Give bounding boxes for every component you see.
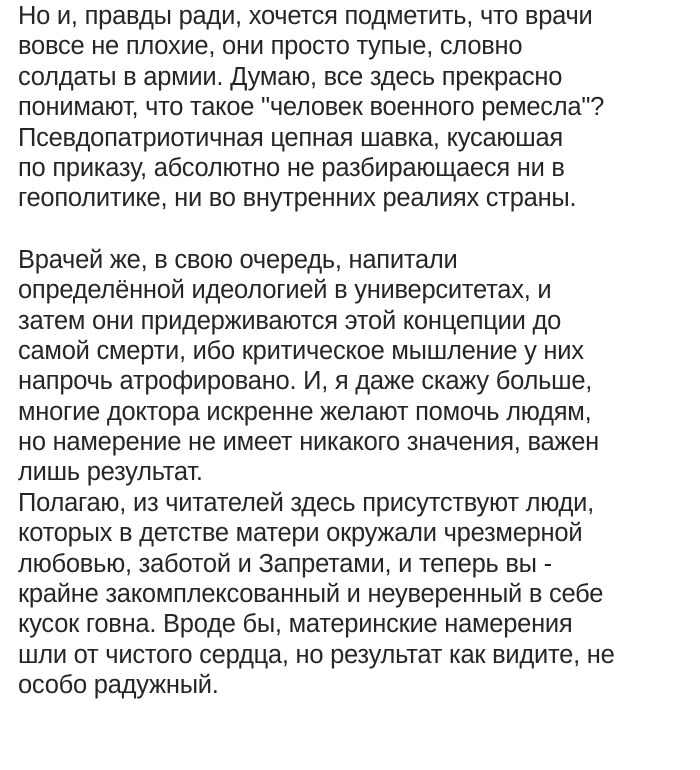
text-line: геополитике, ни во внутренних реалиях страны. (18, 184, 577, 213)
text-line: любовью, заботой и Запретами, и теперь вы - (18, 549, 552, 578)
text-line: солдаты в армии. Думаю, все здесь прекрасно (18, 62, 563, 91)
text-line: лишь результат. (18, 458, 203, 487)
text-line: крайне закомплексованный и неуверенный в себе (18, 580, 604, 609)
paragraph (18, 245, 700, 488)
text-line: Но и, правды ради, хочется подметить, что врачи (18, 2, 593, 30)
text-line: особо радужный. (18, 671, 219, 700)
paragraph (18, 488, 700, 701)
text-line: Полагаю, из читателей здесь присутствуют люди, (18, 488, 594, 517)
text-line: многие доктора искренне желают помочь людям, (18, 397, 592, 426)
text-line: понимают, что такое "человек военного ремесла"? (18, 93, 605, 122)
text-line: вовсе не плохие, они просто тупые, словно (18, 32, 523, 61)
text-line: Врачей же, в свою очередь, напитали (18, 245, 458, 274)
text-line: шли от чистого сердца, но результат как видите, не (18, 640, 615, 669)
paragraph (18, 0, 700, 214)
text-line: по приказу, абсолютно не разбирающаеся ни в (18, 153, 565, 182)
paragraph-gap (18, 214, 700, 245)
text-line: определённой идеологией в университетах, и (18, 276, 552, 305)
text-line: напрочь атрофировано. И, я даже скажу больше, (18, 367, 593, 396)
text-line: самой смерти, ибо критическое мышление у них (18, 336, 584, 365)
text-line: затем они придерживаются этой концепции до (18, 306, 562, 335)
text-line: которых в детстве матери окружали чрезмерной (18, 519, 583, 548)
text-line: но намерение не имеет никакого значения, важен (18, 428, 599, 457)
text-line: Псевдопатриотичная цепная шавка, кусаюшая (18, 123, 563, 152)
text-line: кусок говна. Вроде бы, материнские намерения (18, 610, 573, 639)
